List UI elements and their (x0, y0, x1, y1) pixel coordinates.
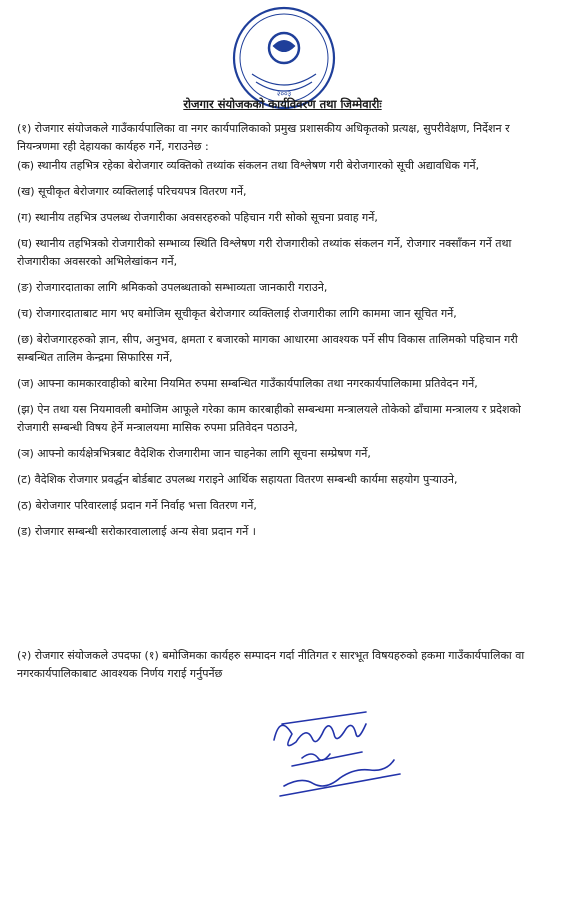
list-item: (छ) बेरोजगारहरुको ज्ञान, सीप, अनुभव, क्षमता र बजारको मागका आधारमा आवश्यक पर्ने सीप विकास तालिमको पहिचान गरी सम्बन्धित तालिम केन्द्रमा सिफारिस गर्ने, (17, 333, 518, 364)
handwritten-signature (262, 700, 422, 810)
closing-paragraph: (२) रोजगार संयोजकले उपदफा (१) बमोजिमका कार्यहरु सम्पादन गर्दा नीतिगत र सारभूत विषयहरुको हकमा गाउँकार्यपालिका वा नगरकार्यपालिकाबाट आवश्यक निर्णय गराई गर्नुपर्नेछ (17, 649, 525, 680)
list-item: (घ) स्थानीय तहभित्रको रोजगारीको सम्भाव्य स्थिति विश्लेषण गरी रोजगारीको तथ्यांक संकलन गर्ने, रोजगार नक्साँकन गर्ने तथा रोजगारीका अवसरको अभिलेखांकन गर्ने, (17, 237, 512, 268)
intro-paragraph: (१) रोजगार संयोजकले गाउँकार्यपालिका वा नगर कार्यपालिकाको प्रमुख प्रशासकीय अधिकृतको प्रत्यक्ष, सुपरीवेक्षण, निर्देशन र नियन्त्रणमा रही देहायका कार्यहरु गर्ने, गराउनेछ : (17, 122, 510, 153)
list-item: (ख) सूचीकृत बेरोजगार व्यक्तिलाई परिचयपत्र वितरण गर्ने, (17, 185, 247, 198)
duties-list (17, 157, 549, 549)
list-item: (ठ) बेरोजगार परिवारलाई प्रदान गर्ने निर्वाह भत्ता वितरण गर्ने, (17, 499, 257, 512)
list-item: (च) रोजगारदाताबाट माग भए बमोजिम सूचीकृत बेरोजगार व्यक्तिलाई रोजगारीका लागि काममा जान सूचित गर्ने, (17, 307, 457, 320)
list-item: (ङ) रोजगारदाताका लागि श्रमिकको उपलब्धताको सम्भाव्यता जानकारी गराउने, (17, 281, 328, 294)
list-item: (ड) रोजगार सम्बन्धी सरोकारवालालाई अन्य सेवा प्रदान गर्ने । (17, 525, 256, 538)
list-item: (क) स्थानीय तहभित्र रहेका बेरोजगार व्यक्तिको तथ्यांक संकलन तथा विश्लेषण गरी बेरोजगारको सूची अद्यावधिक गर्ने, (17, 159, 480, 172)
list-item: (ट) वैदेशिक रोजगार प्रवर्द्धन बोर्डबाट उपलब्ध गराइने आर्थिक सहायता वितरण सम्बन्धी कार्यमा सहयोग पुऱ्याउने, (17, 473, 458, 486)
list-item: (ग) स्थानीय तहभित्र उपलब्ध रोजगारीका अवसरहरुको पहिचान गरी सोको सूचना प्रवाह गर्ने, (17, 211, 378, 224)
list-item: (ज) आफ्ना कामकारवाहीको बारेमा नियमित रुपमा सम्बन्धित गाउँकार्यपालिका तथा नगरकार्यपालिकामा प्रतिवेदन गर्ने, (17, 377, 478, 390)
list-item: (झ) ऐन तथा यस नियमावली बमोजिम आफूले गरेका काम कारबाहीको सम्बन्धमा मन्त्रालयले तोकेको ढाँचामा मन्त्रालय र प्रदेशको रोजगारी सम्बन्धी विषय हेर्ने मन्त्रालयमा मासिक रुपमा प्रतिवेदन पठाउने, (17, 403, 521, 434)
svg-text:२००३: २००३ (276, 90, 292, 98)
list-item: (ञ) आफ्नो कार्यक्षेत्रभित्रबाट वैदेशिक रोजगारीमा जान चाहनेका लागि सूचना सम्प्रेषण गर्ने, (17, 447, 371, 460)
document-title: रोजगार संयोजकको कार्यविवरण तथा जिम्मेवारीः (183, 97, 382, 111)
